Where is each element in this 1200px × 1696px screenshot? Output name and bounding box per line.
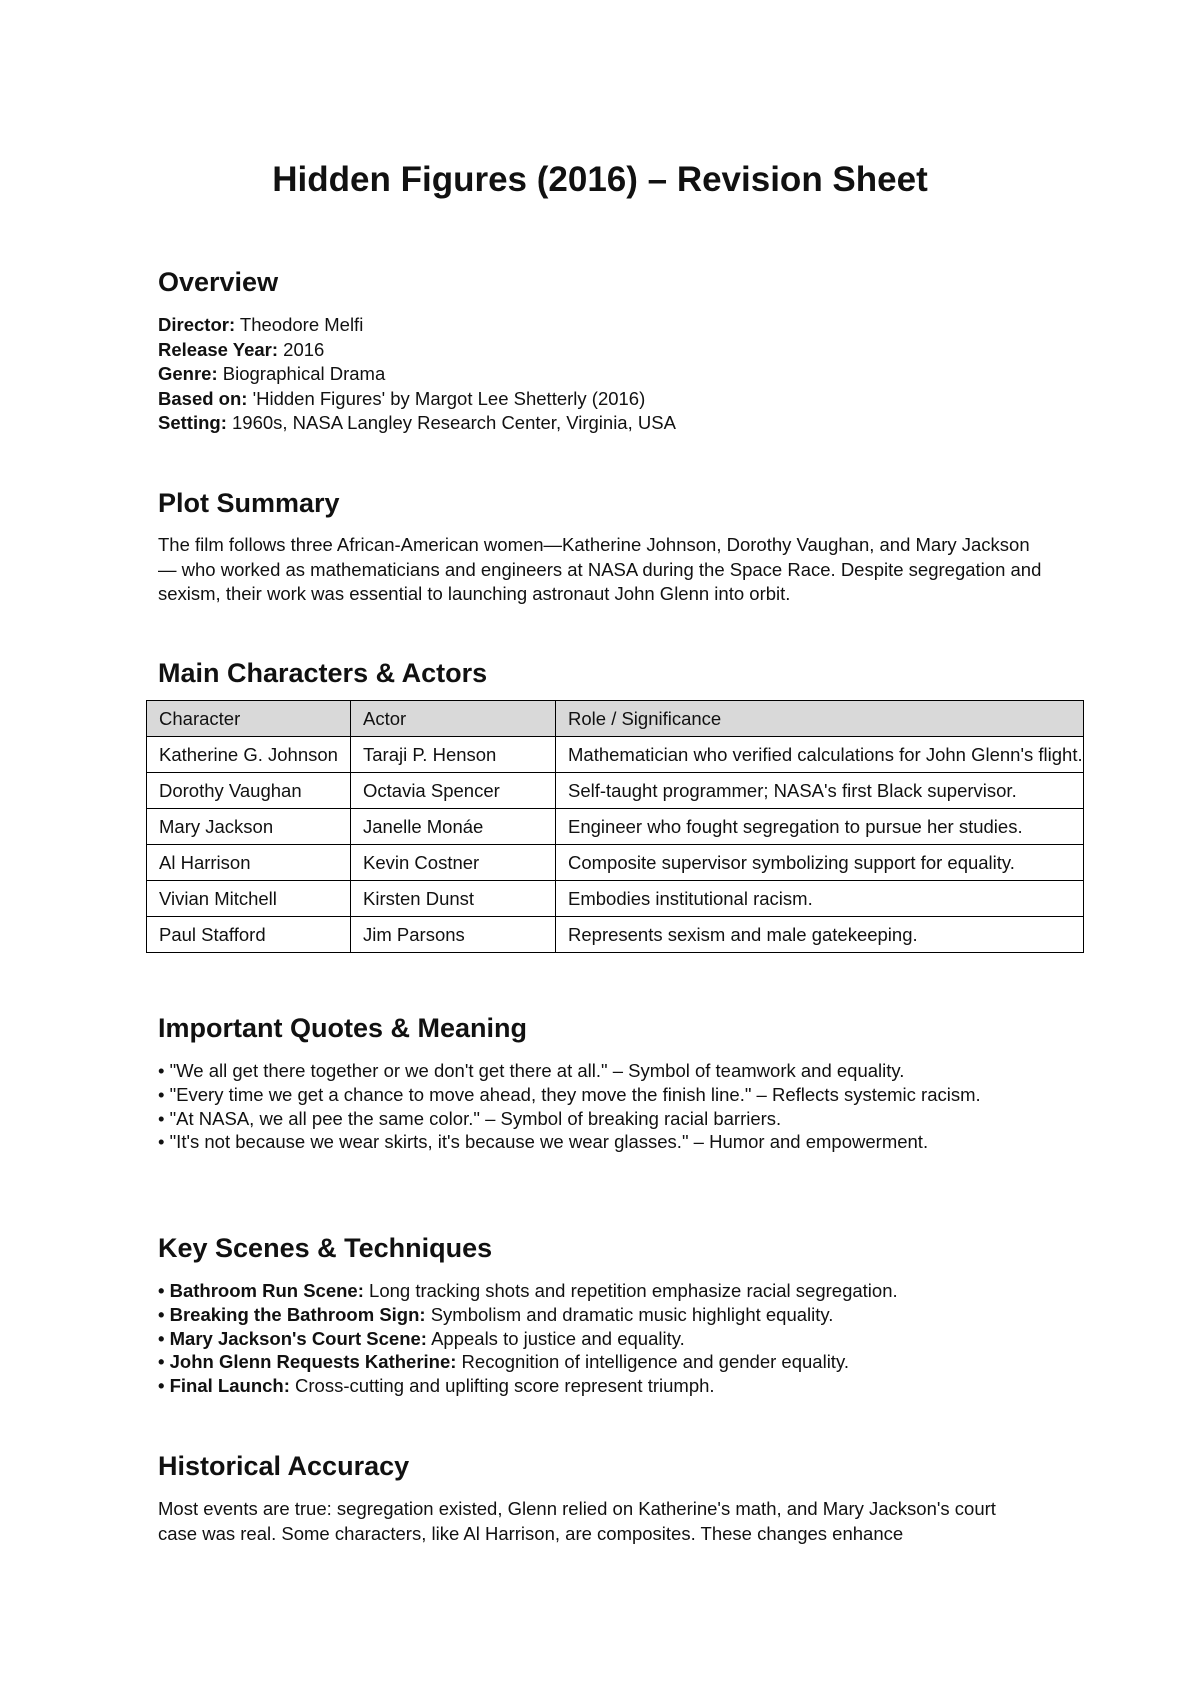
list-item — [158, 1350, 1018, 1374]
overview-list — [158, 313, 1058, 436]
scene-description: Recognition of intelligence and gender equality. — [456, 1351, 849, 1373]
characters-table — [146, 700, 1084, 953]
scene-label: • Bathroom Run Scene: — [158, 1280, 364, 1301]
scene-description: Cross-cutting and uplifting score represent triumph. — [289, 1375, 715, 1397]
table-row — [147, 737, 1084, 773]
list-item — [158, 1374, 1018, 1398]
quotes-list — [158, 1059, 1008, 1154]
actor-cell: Janelle Monáe — [351, 809, 556, 845]
character-cell: Katherine G. Johnson — [147, 737, 351, 773]
plot-heading: Plot Summary — [158, 488, 340, 518]
overview-value: 'Hidden Figures' by Margot Lee Shetterly (2016) — [247, 387, 646, 409]
overview-item-based-on — [158, 387, 1058, 412]
actor-cell: Jim Parsons — [351, 917, 556, 953]
table-row — [147, 917, 1084, 953]
character-cell: Mary Jackson — [147, 809, 351, 845]
overview-value: 1960s, NASA Langley Research Center, Virginia, USA — [226, 412, 676, 433]
list-item: • "Every time we get a chance to move ahead, they move the finish line." – Reflects systemic racism. — [158, 1083, 981, 1105]
column-header: Character — [147, 701, 351, 737]
character-cell: Vivian Mitchell — [147, 881, 351, 917]
column-header: Actor — [351, 701, 556, 737]
overview-label: Release Year: — [158, 338, 279, 360]
role-cell: Composite supervisor symbolizing support for equality. — [556, 845, 1084, 881]
overview-label: Genre: — [158, 363, 218, 384]
role-cell: Self-taught programmer; NASA's first Black supervisor. — [556, 773, 1084, 809]
scene-description: Long tracking shots and repetition emphasize racial segregation. — [363, 1280, 898, 1301]
characters-heading: Main Characters & Actors — [158, 658, 488, 688]
actor-cell: Kirsten Dunst — [351, 881, 556, 917]
scene-label: • Breaking the Bathroom Sign: — [158, 1303, 426, 1325]
actor-cell: Kevin Costner — [351, 845, 556, 881]
scene-label: • Mary Jackson's Court Scene: — [158, 1327, 427, 1349]
overview-item-genre — [158, 362, 1058, 387]
overview-item-director — [158, 313, 1058, 338]
list-item — [158, 1279, 1018, 1303]
role-cell: Represents sexism and male gatekeeping. — [556, 917, 1084, 953]
quotes-heading: Important Quotes & Meaning — [158, 1013, 528, 1043]
overview-label: Director: — [158, 314, 236, 335]
role-cell: Engineer who fought segregation to pursue her studies. — [556, 809, 1084, 845]
scene-label: • Final Launch: — [158, 1375, 290, 1397]
actor-cell: Taraji P. Henson — [351, 737, 556, 773]
scenes-heading: Key Scenes & Techniques — [158, 1233, 493, 1263]
list-item: • "It's not because we wear skirts, it's because we wear glasses." – Humor and empowerment. — [158, 1131, 929, 1153]
list-item — [158, 1327, 1018, 1351]
scenes-list — [158, 1279, 1018, 1398]
list-item: • "At NASA, we all pee the same color." – Symbol of breaking racial barriers. — [158, 1107, 782, 1129]
table-header-row — [147, 701, 1084, 737]
accuracy-heading: Historical Accuracy — [158, 1451, 410, 1481]
document-title: Hidden Figures (2016) – Revision Sheet — [272, 160, 928, 199]
table-row — [147, 881, 1084, 917]
role-cell: Embodies institutional racism. — [556, 881, 1084, 917]
overview-heading: Overview — [158, 267, 279, 297]
scene-description: Symbolism and dramatic music highlight equality. — [425, 1303, 834, 1325]
role-cell: Mathematician who verified calculations for John Glenn's flight. — [556, 737, 1084, 773]
character-cell: Paul Stafford — [147, 917, 351, 953]
table-row — [147, 809, 1084, 845]
overview-label: Based on: — [158, 387, 248, 409]
list-item: • "We all get there together or we don't get there at all." – Symbol of teamwork and equality. — [158, 1060, 905, 1081]
overview-label: Setting: — [158, 412, 227, 433]
accuracy-text: Most events are true: segregation existed, Glenn relied on Katherine's math, and Mary Jackson's court case was real. Some characters, like Al Harrison, are composites. These changes enhance — [158, 1498, 996, 1544]
overview-item-release-year — [158, 338, 1058, 363]
column-header: Role / Significance — [556, 701, 1084, 737]
scene-description: Appeals to justice and equality. — [426, 1327, 685, 1349]
table-row — [147, 773, 1084, 809]
scene-label: • John Glenn Requests Katherine: — [158, 1351, 457, 1373]
overview-value: Biographical Drama — [217, 363, 386, 384]
overview-item-setting — [158, 411, 1058, 436]
plot-summary-text: The film follows three African-American women—Katherine Johnson, Dorothy Vaughan, and Mary Jackson— who worked as mathematicians and engineers at NASA during the Space Race. Despite segregation and sexism, their work was essential to launching astronaut John Glenn into orbit. — [158, 534, 1042, 604]
overview-value: 2016 — [278, 338, 325, 360]
list-item — [158, 1303, 1018, 1327]
character-cell: Al Harrison — [147, 845, 351, 881]
overview-value: Theodore Melfi — [235, 314, 364, 335]
character-cell: Dorothy Vaughan — [147, 773, 351, 809]
actor-cell: Octavia Spencer — [351, 773, 556, 809]
table-row — [147, 845, 1084, 881]
